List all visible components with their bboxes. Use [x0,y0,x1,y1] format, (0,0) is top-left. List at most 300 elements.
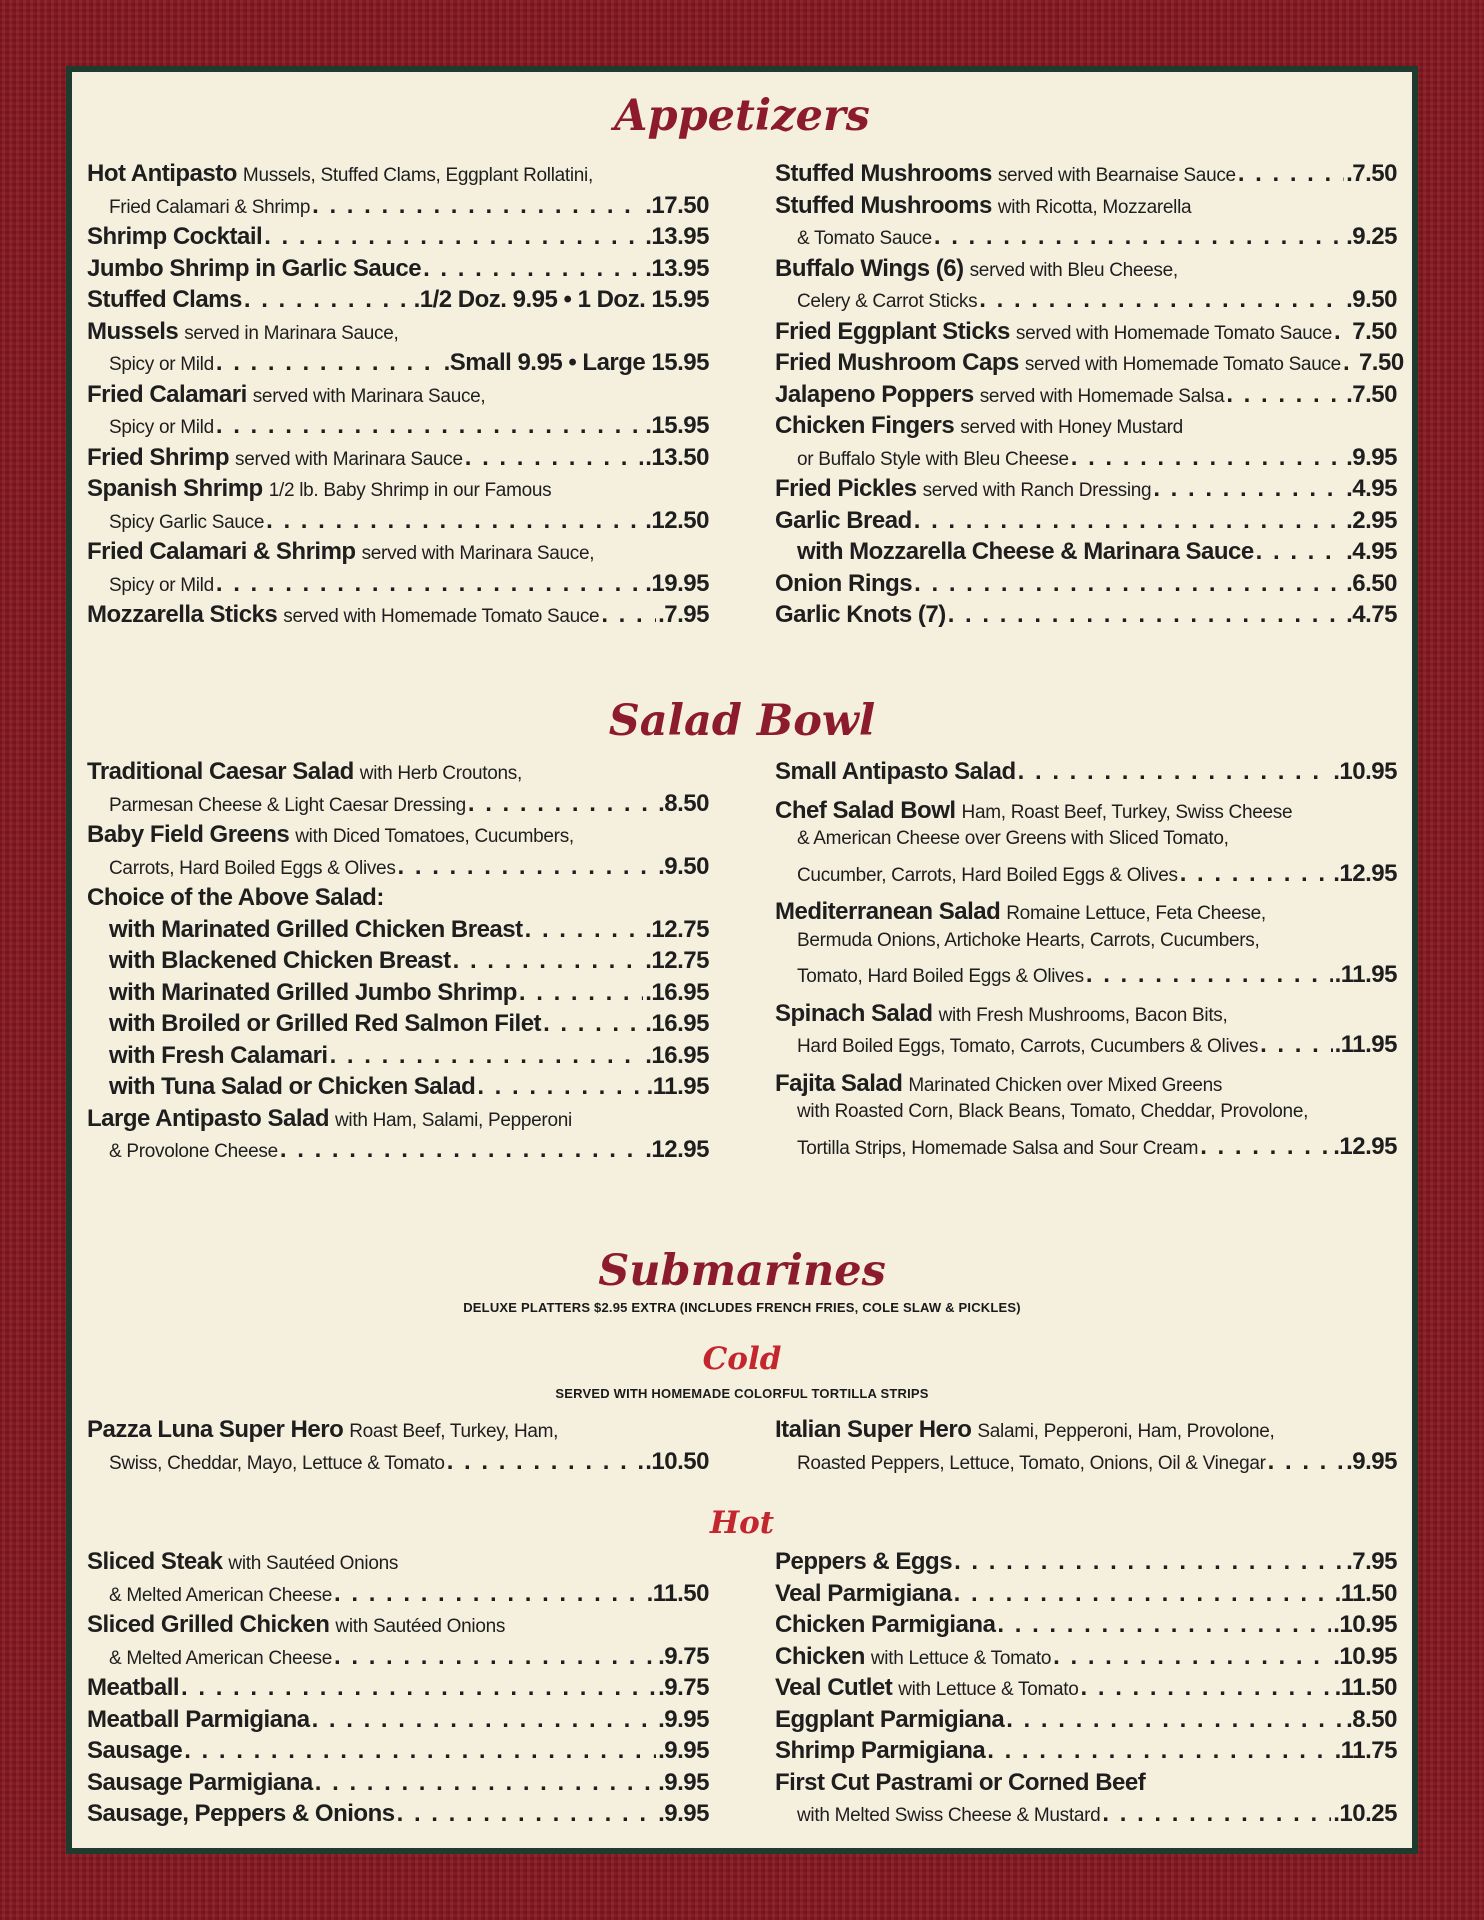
menu-item [87,758,709,821]
dot-leader [1081,1674,1333,1702]
item-line [775,797,1397,829]
item-description: Romaine Lettuce, Feta Cheese, [1006,903,1266,924]
item-line [775,1674,1397,1706]
item-line [775,507,1397,539]
item-line [87,1580,709,1612]
item-description: Carrots, Hard Boiled Eggs & Olives [109,857,396,879]
item-name: Chicken Fingers [775,412,955,439]
item-line [775,223,1397,255]
menu-item [87,223,709,255]
item-price: .9.25 [1346,223,1397,250]
item-line [87,475,709,507]
dot-leader [1086,961,1333,989]
dot-leader [468,790,656,818]
item-description: served with Marinara Sauce [235,448,463,470]
item-description: Cucumber, Carrots, Hard Boiled Eggs & Olives [797,864,1178,886]
item-price: 7.50 [1352,317,1397,345]
item-line [87,884,709,916]
item-line [775,286,1397,318]
item-name: Meatball [87,1674,180,1701]
item-description: & American Cheese over Greens with Sliced Tomato, [797,828,1229,849]
dot-leader [465,444,644,472]
menu-item [87,1800,709,1832]
dot-leader [244,286,412,314]
item-description: & Melted American Cheese [109,1647,333,1669]
menu-item [775,1548,1397,1580]
item-price: .16.95 [645,1010,709,1037]
item-name: Spanish Shrimp [87,475,263,502]
item-description: Spicy or Mild [109,354,214,375]
item-name: Jumbo Shrimp in Garlic Sauce [87,254,422,282]
item-description: with Melted Swiss Cheese & Mustard [797,1805,1101,1826]
item-name: Stuffed Mushrooms [775,191,992,219]
item-line [775,898,1397,930]
dot-leader [280,1136,643,1164]
item-price: .8.50 [1346,1705,1397,1733]
item-line [87,1674,709,1706]
item-price: .9.95 [658,1768,709,1796]
item-name: Sausage, Peppers & Onions [87,1800,395,1827]
salad-bowl-title: Salad Bowl [608,696,876,746]
item-description: Marinated Chicken over Mixed Greens [908,1074,1223,1096]
item-line [87,1010,709,1042]
item-price: .12.95 [645,1136,709,1163]
menu-item [775,475,1397,507]
item-name: Chef Salad Bowl [775,796,956,824]
tortilla-strips-note: SERVED WITH HOMEMADE COLORFUL TORTILLA STRIPS [555,1386,929,1401]
item-line [87,507,709,539]
menu-item [87,1416,709,1479]
menu-item [775,507,1397,539]
dot-leader [184,1737,656,1765]
item-name: with Broiled or Grilled Red Salmon Filet [109,1010,542,1037]
item-price: .16.95 [645,978,709,1006]
item-line [87,1042,709,1074]
item-name: Mediterranean Salad [775,898,1001,925]
item-name: Fried Pickles [775,475,917,502]
menu-item [775,1643,1397,1675]
item-description: with Lettuce & Tomato [870,1647,1052,1669]
item-line [87,853,709,885]
menu-item [87,1073,709,1105]
menu-item [87,1769,709,1801]
item-line [775,475,1397,507]
item-line [775,255,1397,287]
item-name: with Fresh Calamari [109,1041,328,1069]
item-line [775,318,1397,350]
item-line [87,1611,709,1643]
menu-item [87,1674,709,1706]
item-name: Fried Calamari & Shrimp [87,538,356,565]
item-description: served with Homemade Tomato Sauce [1024,354,1341,375]
item-name: Veal Parmigiana [775,1579,952,1607]
item-line [87,916,709,948]
item-description: Salami, Pepperoni, Ham, Provolone, [977,1421,1275,1442]
item-name: Fajita Salad [775,1069,903,1097]
item-name: First Cut Pastrami or Corned Beef [775,1768,1146,1796]
item-description: served in Marinara Sauce, [184,322,399,344]
item-line [87,790,709,822]
menu-item [87,979,709,1011]
dot-leader [1238,160,1344,188]
item-price: .2.95 [1346,506,1397,534]
menu-item [775,318,1397,350]
item-description: 1/2 lb. Baby Shrimp in our Famous [268,480,552,501]
dot-leader [312,192,643,220]
item-name: Hot Antipasto [87,160,237,187]
dot-leader [266,507,643,535]
dot-leader [1226,381,1344,409]
dot-leader [216,570,643,598]
item-name: Fried Mushroom Caps [775,349,1019,376]
dot-leader [1334,318,1350,346]
item-price: .9.75 [658,1674,709,1701]
item-description: with Lettuce & Tomato [898,1679,1079,1700]
item-description: Spicy or Mild [109,574,214,596]
dot-leader [477,1073,644,1101]
item-price: .4.95 [1346,538,1397,565]
item-line [87,947,709,979]
item-line [775,160,1397,192]
menu-item [775,1070,1397,1165]
item-line [775,930,1397,962]
item-name: Shrimp Parmigiana [775,1737,986,1764]
item-price: .7.50 [1346,380,1397,408]
item-price: .10.95 [1333,1642,1397,1670]
item-price: 7.50 [1358,349,1404,376]
item-description: served with Bleu Cheese, [969,259,1178,281]
item-name: Garlic Knots (7) [775,601,946,628]
item-name: Meatball Parmigiana [87,1705,310,1733]
item-name: Fried Eggplant Sticks [775,317,1010,345]
item-line [775,1800,1397,1832]
menu-item [775,898,1397,993]
item-price: .7.50 [1346,160,1397,187]
menu-item [87,821,709,884]
item-price: .16.95 [645,1041,709,1069]
menu-item [87,916,709,948]
item-price: .19.95 [645,569,709,597]
dot-leader [914,507,1344,535]
item-line [87,160,709,192]
dot-leader [453,947,644,975]
item-line [775,1448,1397,1480]
item-name: with Mozzarella Cheese & Marinara Sauce [797,538,1254,565]
item-line [87,979,709,1011]
dot-leader [525,916,644,944]
item-name: Stuffed Clams [87,286,242,313]
item-price: .12.75 [645,915,709,943]
dot-leader [334,1580,645,1608]
item-description: with Herb Croutons, [359,763,522,784]
item-name: Buffalo Wings (6) [775,254,964,282]
item-description: served with Homemade Salsa [979,385,1225,407]
item-price: .15.95 [645,412,709,439]
item-description: Spicy or Mild [109,417,214,438]
item-price: .11.75 [1334,1737,1397,1764]
item-description: with Roasted Corn, Black Beans, Tomato, Cheddar, Provolone, [797,1101,1309,1122]
item-line [87,1105,709,1137]
dot-leader [934,223,1344,251]
item-description: with Sautéed Onions [335,1616,506,1637]
item-price: .10.50 [645,1447,709,1475]
item-line [775,1611,1397,1643]
item-line [87,1448,709,1480]
dot-leader [398,853,657,881]
item-line [775,1000,1397,1032]
item-price: .10.95 [1333,758,1397,785]
item-line [87,286,709,318]
item-description: with Diced Tomatoes, Cucumbers, [295,826,574,847]
menu-item [775,797,1397,892]
item-line [87,601,709,633]
deluxe-platters-note: DELUXE PLATTERS $2.95 EXTRA (INCLUDES FRENCH FRIES, COLE SLAW & PICKLES) [463,1300,1021,1315]
item-line [775,1548,1397,1580]
item-line [775,860,1397,892]
item-description: Swiss, Cheddar, Mayo, Lettuce & Tomato [109,1452,445,1474]
item-price: .9.95 [658,1737,709,1764]
hot-subtitle: Hot [709,1505,775,1541]
item-name: Italian Super Hero [775,1416,972,1443]
item-line [87,1136,709,1168]
item-price: .1/2 Doz. 9.95 • 1 Doz. 15.95 [413,286,709,313]
item-description: Mussels, Stuffed Clams, Eggplant Rollatini, [242,165,593,186]
menu-item [775,1416,1397,1479]
dot-leader [216,412,643,440]
item-name: Shrimp Cocktail [87,223,263,250]
item-name: Stuffed Mushrooms [775,160,992,187]
item-description: & Melted American Cheese [109,1584,333,1606]
item-line [87,821,709,853]
menu-item [775,1580,1397,1612]
menu-item [87,1611,709,1674]
item-line [775,601,1397,633]
item-line [775,1737,1397,1769]
dot-leader [979,286,1344,314]
item-line [775,538,1397,570]
dot-leader [397,1800,657,1828]
dot-leader [264,223,643,251]
item-line [87,1769,709,1801]
item-line [87,1073,709,1105]
item-description: or Buffalo Style with Bleu Cheese [797,448,1069,470]
item-name: Mussels [87,317,179,345]
item-price: .11.95 [1334,1031,1397,1058]
menu-item [775,412,1397,475]
menu-item [87,947,709,979]
item-line [87,381,709,413]
item-price: .Small 9.95 • Large 15.95 [443,349,709,376]
item-name: Eggplant Parmigiana [775,1705,1005,1733]
item-price: .9.95 [658,1800,709,1827]
item-price: .6.50 [1346,569,1397,597]
item-line [87,255,709,287]
item-line [775,412,1397,444]
dot-leader [948,601,1344,629]
item-line [87,1416,709,1448]
dot-leader [1018,758,1332,786]
item-description: Bermuda Onions, Artichoke Hearts, Carrots, Cucumbers, [797,929,1260,951]
cold-left-column [87,1416,709,1479]
item-line [775,1643,1397,1675]
cold-subtitle: Cold [702,1341,782,1377]
dot-leader [1256,538,1344,566]
menu-item [775,1611,1397,1643]
item-name: Spinach Salad [775,999,933,1027]
item-line [775,1101,1397,1133]
dot-leader [423,255,643,283]
item-price: .9.95 [1346,443,1397,471]
item-line [87,1548,709,1580]
item-line [775,1580,1397,1612]
item-line [775,1031,1397,1063]
menu-item [87,381,709,444]
item-description: with Fresh Mushrooms, Bacon Bits, [938,1004,1228,1026]
appetizers-title: Appetizers [614,91,870,141]
dot-leader [1006,1706,1344,1734]
item-name: with Marinated Grilled Jumbo Shrimp [109,978,517,1006]
item-description: Fried Calamari & Shrimp [109,196,311,218]
dot-leader [997,1611,1331,1639]
item-description: Roasted Peppers, Lettuce, Tomato, Onions, Oil & Vinegar [797,1452,1266,1474]
menu-item [775,349,1404,381]
menu-item [775,255,1397,318]
cold-right-column [775,1416,1397,1479]
item-name: Large Antipasto Salad [87,1104,329,1132]
item-price: .11.95 [646,1073,709,1100]
menu-item [775,160,1397,192]
menu-item [87,1737,709,1769]
item-price: .17.50 [645,191,709,219]
item-price: .9.95 [658,1705,709,1733]
dot-leader [312,1706,657,1734]
item-line [775,570,1397,602]
dot-leader [987,1737,1332,1765]
item-price: .7.95 [658,601,709,628]
item-description: served with Marinara Sauce, [252,385,486,407]
menu-item [775,192,1397,255]
dot-leader [601,601,656,629]
item-line [775,192,1397,224]
item-price: .13.95 [645,223,709,250]
menu-item [87,444,709,476]
item-price: .4.95 [1346,475,1397,502]
item-line [87,538,709,570]
menu-item [775,1706,1397,1738]
item-name: Sliced Grilled Chicken [87,1611,330,1638]
menu-item [775,381,1397,413]
submarines-title: Submarines [598,1246,886,1296]
item-line [775,1769,1397,1801]
item-price: .12.95 [1333,859,1397,887]
item-price: .9.95 [1346,1447,1397,1475]
item-price: .8.50 [658,789,709,817]
dot-leader [447,1448,644,1476]
menu-item [775,1000,1397,1063]
item-description: with Ricotta, Mozzarella [997,196,1192,218]
item-price: .11.95 [1334,961,1397,988]
item-name: with Marinated Grilled Chicken Breast [109,915,523,943]
item-description: with Sautéed Onions [228,1553,399,1574]
menu-item [775,538,1397,570]
item-description: with Ham, Salami, Pepperoni [335,1109,572,1131]
dot-leader [519,979,643,1007]
item-price: .11.50 [1334,1579,1397,1607]
menu-item [87,1706,709,1738]
dot-leader [914,570,1344,598]
item-name: Chicken [775,1642,865,1670]
item-name: Fried Calamari [87,380,247,408]
item-name: with Blackened Chicken Breast [109,947,451,974]
item-name: Jalapeno Poppers [775,380,974,408]
item-price: .13.50 [645,443,709,471]
item-price: .13.95 [645,254,709,282]
item-name: Onion Rings [775,569,913,597]
item-price: .9.50 [658,852,709,880]
dot-leader [1053,1643,1331,1671]
menu-item [775,601,1397,633]
item-description: Ham, Roast Beef, Turkey, Swiss Cheese [961,801,1293,823]
menu-item [775,758,1397,790]
item-description: served with Marinara Sauce, [361,543,595,564]
item-price: .12.50 [645,506,709,534]
item-description: served with Bearnaise Sauce [997,165,1236,186]
menu-item [87,1548,709,1611]
item-name: Pazza Luna Super Hero [87,1416,344,1443]
item-description: & Provolone Cheese [109,1141,278,1162]
menu-item [87,1042,709,1074]
item-line [775,1070,1397,1102]
item-name: Sliced Steak [87,1548,223,1575]
item-price: .10.95 [1333,1611,1397,1638]
salads-right-column [775,758,1397,1164]
item-line [775,1133,1397,1165]
menu-item [87,475,709,538]
dot-leader [543,1010,643,1038]
menu-item [87,884,709,916]
item-description: served with Homemade Tomato Sauce [283,606,600,627]
item-name: Mozzarella Sticks [87,601,278,628]
item-name: Chicken Parmigiana [775,1611,996,1638]
item-name: Peppers & Eggs [775,1548,953,1575]
item-line [775,961,1397,993]
item-name: with Tuna Salad or Chicken Salad [109,1073,476,1100]
dot-leader [1153,475,1344,503]
item-line [87,192,709,224]
item-price: .12.95 [1333,1132,1397,1160]
item-line [775,1416,1397,1448]
item-line [87,1706,709,1738]
item-description: Tortilla Strips, Homemade Salsa and Sour Cream [797,1137,1199,1159]
item-price: .11.50 [646,1579,709,1607]
appetizers-right-column [775,160,1404,633]
item-description: Hard Boiled Eggs, Tomato, Carrots, Cucumbers & Olives [797,1036,1259,1057]
item-price: .12.75 [645,947,709,974]
dot-leader [330,1042,644,1070]
item-line [87,1737,709,1769]
item-price: .10.25 [1333,1800,1397,1827]
item-description: Parmesan Cheese & Light Caesar Dressing [109,794,466,816]
menu-item [87,318,709,381]
dot-leader [1268,1448,1344,1476]
menu-item [87,1105,709,1168]
item-line [87,1643,709,1675]
hot-right-column [775,1548,1397,1832]
item-line [775,381,1397,413]
item-description: & Tomato Sauce [797,228,932,249]
menu-item [775,1674,1397,1706]
item-name: Baby Field Greens [87,821,290,848]
